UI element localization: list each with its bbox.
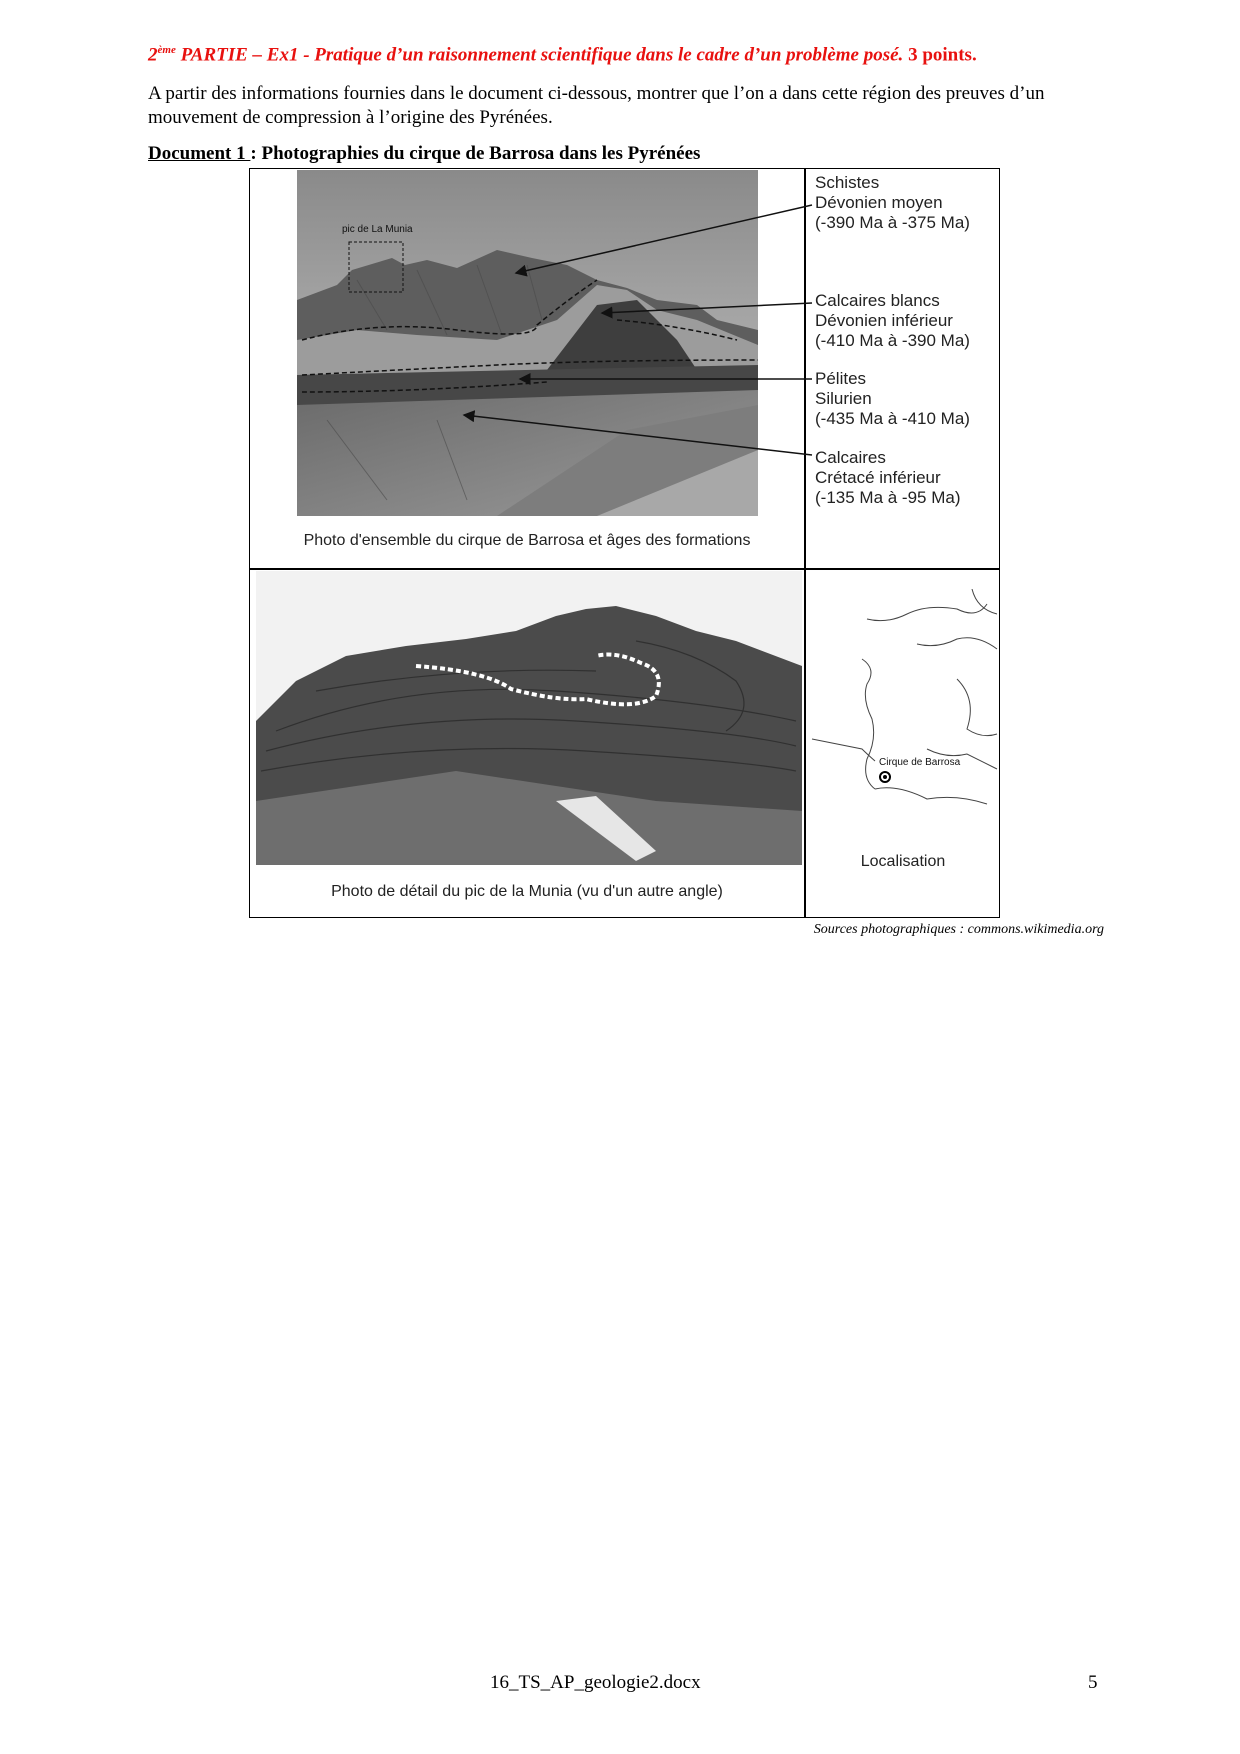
exercise-heading [148,44,1108,66]
overview-photo-caption: Photo d'ensemble du cirque de Barrosa et âges des formations [303,532,751,549]
detail-photo-caption: Photo de détail du pic de la Munia (vu d'un autre angle) [331,883,723,900]
legend-period: Crétacé inférieur [815,468,941,487]
map-caption: Localisation [860,853,946,870]
legend-calcaires [815,448,961,508]
document-title [148,143,700,165]
peak-label: pic de La Munia [342,224,413,235]
legend-rock: Calcaires blancs [815,291,940,310]
legend-age: (-435 Ma à -410 Ma) [815,409,970,428]
legend-age: (-410 Ma à -390 Ma) [815,331,970,350]
legend-rock: Calcaires [815,448,886,467]
heading-number: 2 [148,44,158,66]
legend-age: (-390 Ma à -375 Ma) [815,213,970,232]
heading-points: 3 points. [903,44,977,66]
page-number: 5 [1088,1672,1098,1693]
legend-period: Silurien [815,389,872,408]
legend-period: Dévonien moyen [815,193,943,212]
footer-filename: 16_TS_AP_geologie2.docx [490,1672,701,1693]
photo-sources: Sources photographiques : commons.wikimedia.org [813,922,1104,937]
legend-calcaires-blancs [815,291,970,351]
heading-superscript: ème [157,44,176,56]
legend-period: Dévonien inférieur [815,311,953,330]
document-label: Document 1 [148,143,251,164]
legend-pelites [815,369,970,429]
document-figure [249,168,1000,918]
instruction-text: A partir des informations fournies dans le document ci-dessous, montrer que l’on a dans cette région des preuves d’un mouvement de compression à l’origine des Pyrénées. [148,83,1045,128]
legend-schistes [815,173,970,233]
heading-main: PARTIE – Ex1 - Pratique d’un raisonnement scientifique dans le cadre d’un problème posé. [175,44,904,66]
localisation-map [807,589,999,839]
munia-detail-photo [256,571,802,865]
legend-rock: Pélites [815,369,867,388]
legend-age: (-135 Ma à -95 Ma) [815,488,961,507]
document-title-text: : Photographies du cirque de Barrosa dans les Pyrénées [250,143,701,164]
legend-rock: Schistes [815,173,880,192]
map-place-label: Cirque de Barrosa [879,757,961,768]
